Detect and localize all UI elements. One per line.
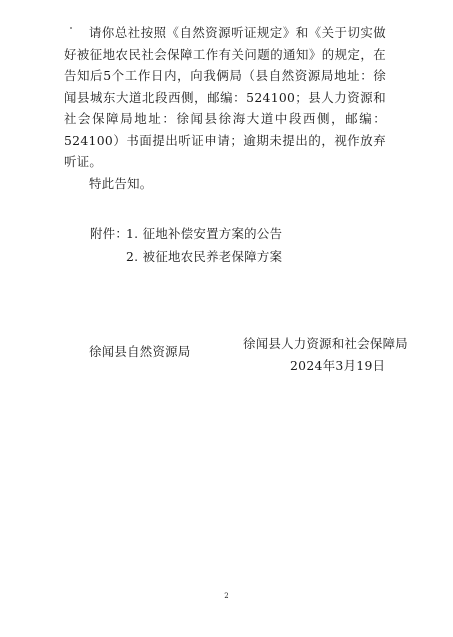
signature-date: 2024年3月19日	[290, 358, 386, 373]
annex-label: 附件：	[90, 226, 129, 241]
notice-body	[64, 22, 386, 194]
signature-right-block	[243, 333, 408, 377]
annex-row	[90, 222, 282, 245]
page-number: 2	[224, 592, 229, 600]
notice-paragraph: 请你总社按照《自然资源听证规定》和《关于切实做好被征地农民社会保障工作有关问题的通知》的规定，在告知后5个工作日内，向我俩局（县自然资源局地址：徐闻县城东大道北段西侧，邮编：524100；县人力资源和社会保障局地址：徐闻县徐海大道中段西侧，邮编：524100）书面提出听证申请；逾期未提出的，视作放弃听证。	[64, 25, 386, 169]
closing-paragraph: 特此告知。	[89, 175, 153, 191]
annex-item: 1. 征地补偿安置方案的公告	[126, 226, 283, 241]
signature-right-org: 徐闻县人力资源和社会保障局	[243, 336, 408, 351]
annex-section	[90, 222, 282, 268]
signature-left-org: 徐闻县自然资源局	[89, 344, 191, 359]
annex-item: 2. 被征地农民养老保障方案	[126, 249, 283, 264]
